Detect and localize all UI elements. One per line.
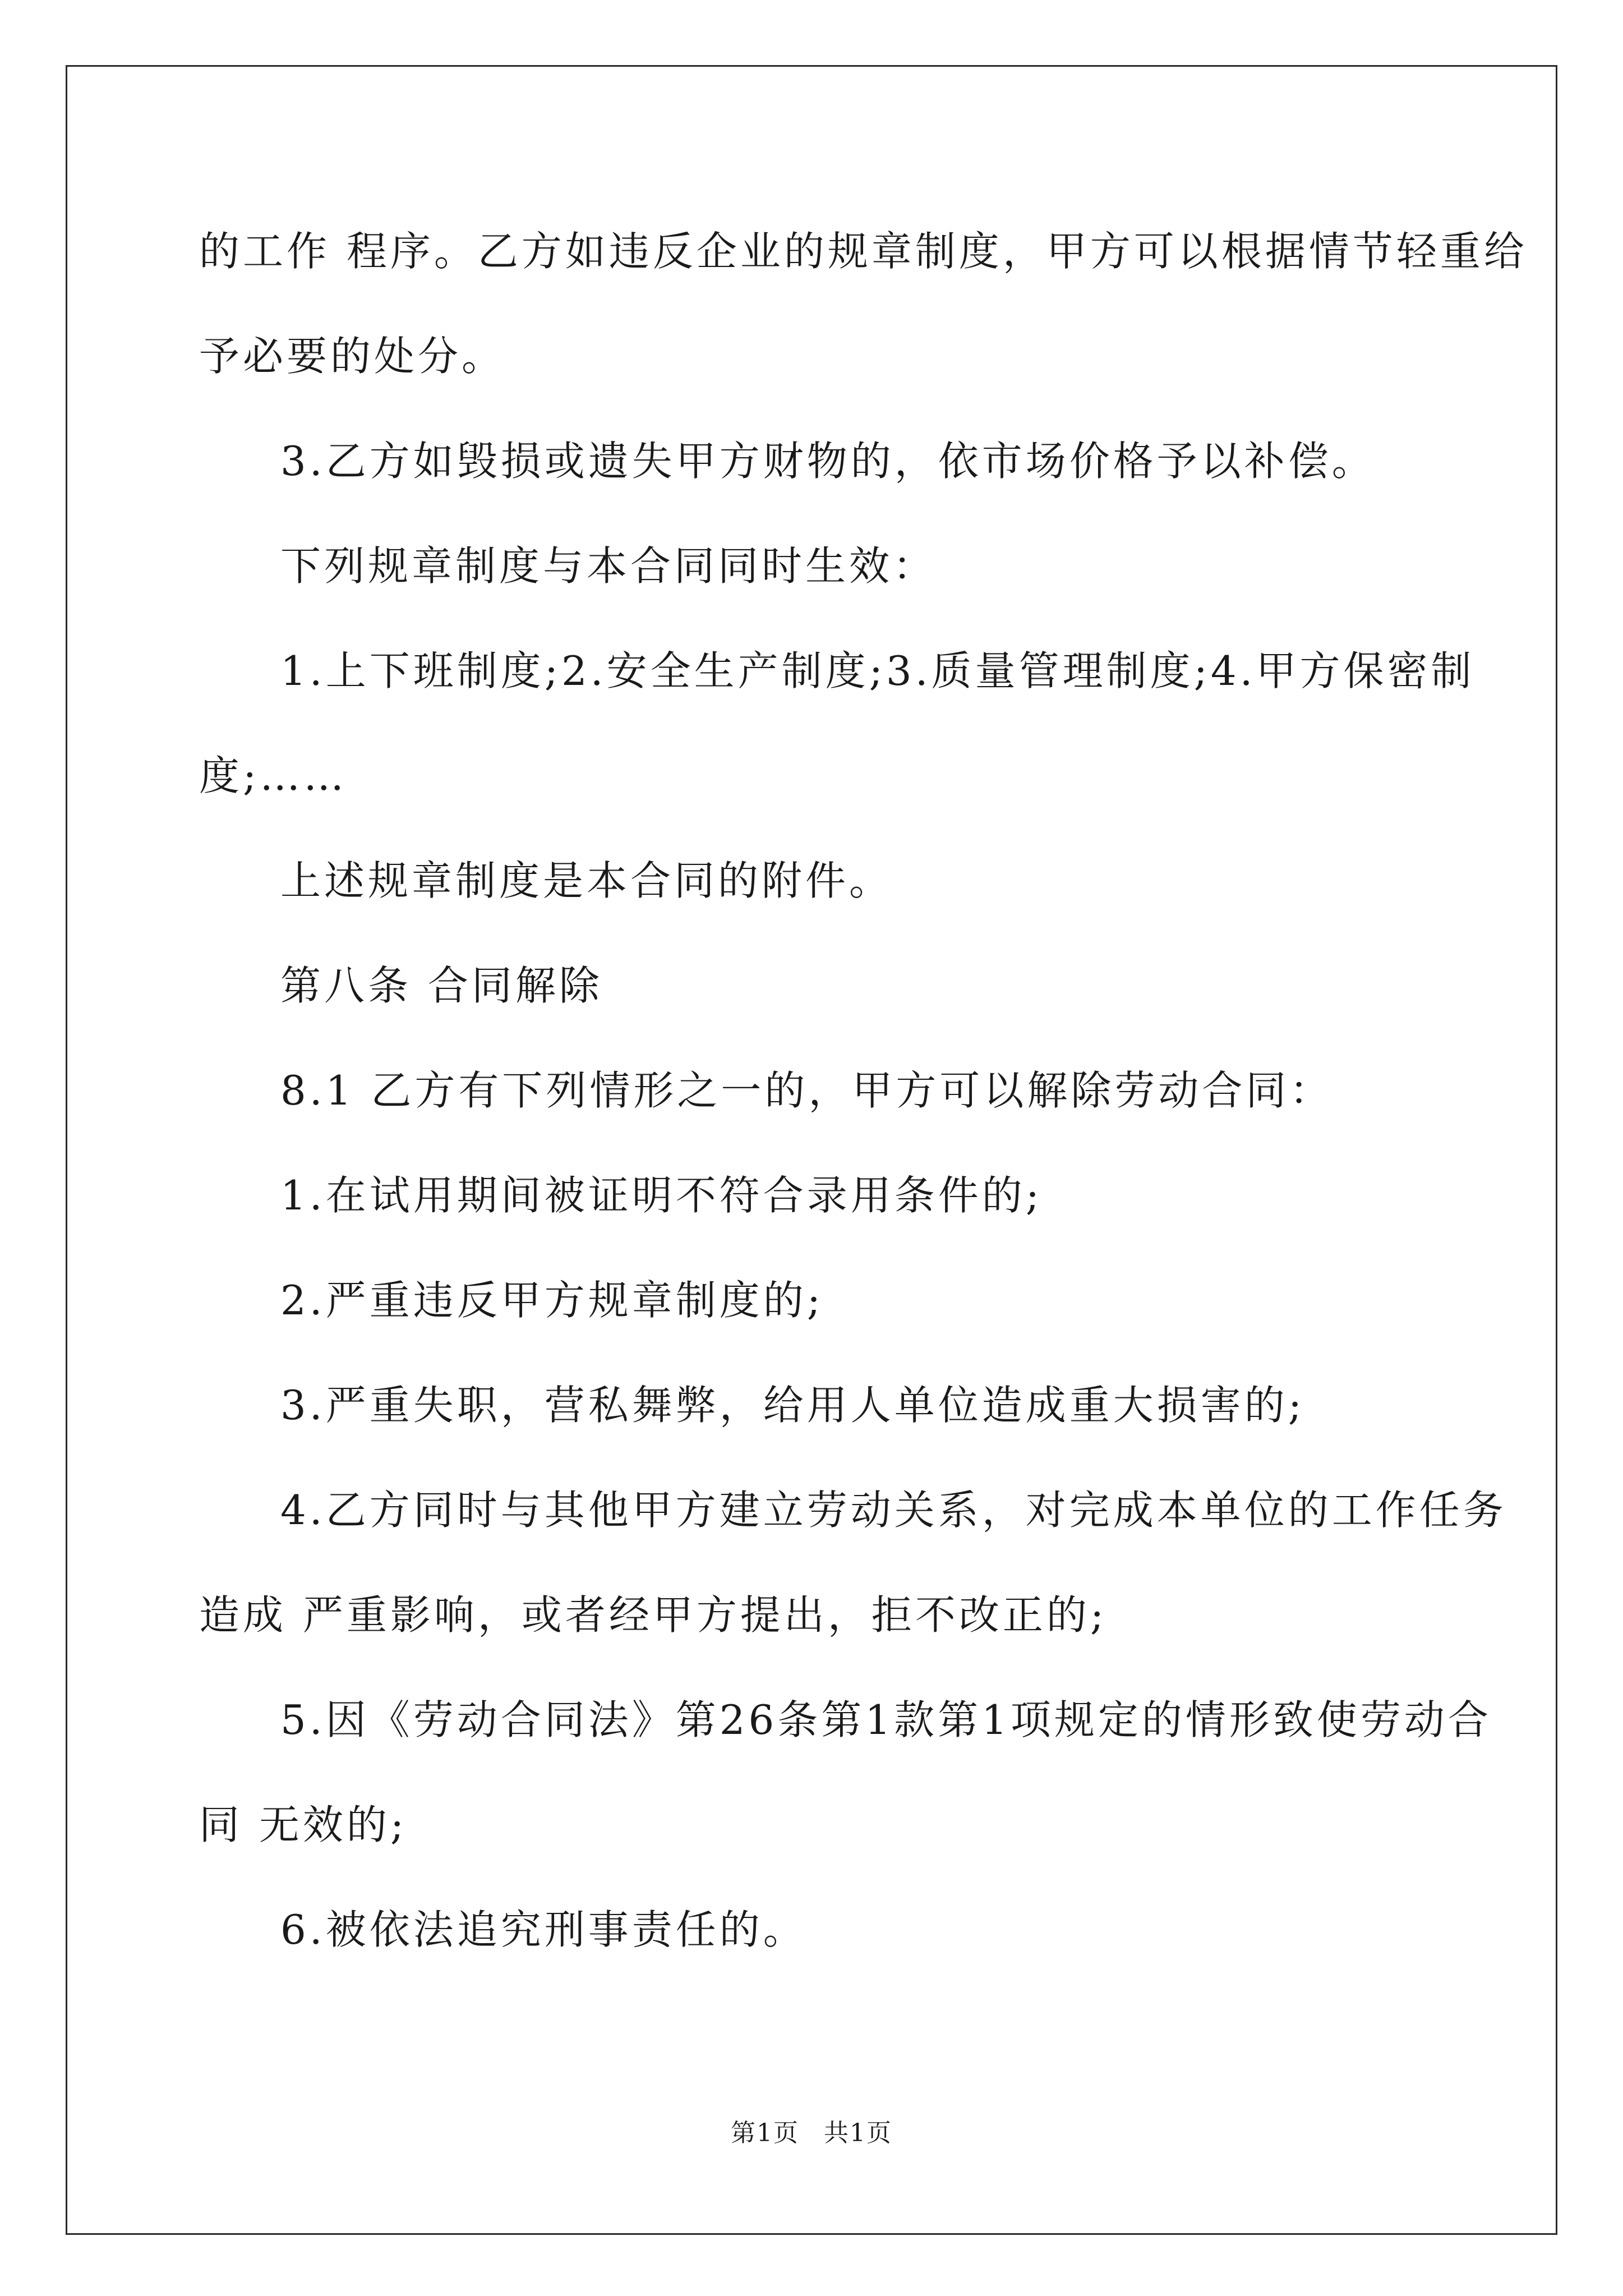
text-line: 的工作 程序。乙方如违反企业的规章制度，甲方可以根据情节轻重给 bbox=[199, 228, 1528, 275]
text-line: 造成 严重影响，或者经甲方提出，拒不改正的; bbox=[199, 1591, 1108, 1639]
text-line: 3.乙方如毁损或遗失甲方财物的，依市场价格予以补偿。 bbox=[280, 438, 1376, 485]
text-line: 上述规章制度是本合同的附件。 bbox=[280, 857, 893, 904]
text-line: 度;…… bbox=[199, 752, 348, 799]
text-line: 同 无效的; bbox=[199, 1801, 408, 1848]
text-line: 予必要的处分。 bbox=[199, 333, 506, 380]
list-item: 3.严重失职，营私舞弊，给用人单位造成重大损害的; bbox=[280, 1382, 1305, 1429]
list-item: 2.严重违反甲方规章制度的; bbox=[280, 1277, 824, 1324]
list-item: 6.被依法追究刑事责任的。 bbox=[280, 1906, 807, 1953]
text-line: 下列规章制度与本合同同时生效： bbox=[280, 542, 937, 590]
text-line: 8.1 乙方有下列情形之一的，甲方可以解除劳动合同： bbox=[280, 1067, 1334, 1114]
list-item: 4.乙方同时与其他甲方建立劳动关系，对完成本单位的工作任务 bbox=[280, 1487, 1507, 1534]
list-item: 5.因《劳动合同法》第26条第1款第1项规定的情形致使劳动合 bbox=[280, 1696, 1492, 1743]
page-footer bbox=[0, 2121, 1623, 2146]
list-item: 1.在试用期间被证明不符合录用条件的; bbox=[280, 1172, 1043, 1219]
section-heading: 第八条 合同解除 bbox=[280, 962, 603, 1009]
text-line: 1.上下班制度;2.安全生产制度;3.质量管理制度;4.甲方保密制 bbox=[280, 647, 1475, 694]
page-number: 第1页 bbox=[731, 2119, 799, 2147]
page-total: 共1页 bbox=[824, 2119, 892, 2147]
